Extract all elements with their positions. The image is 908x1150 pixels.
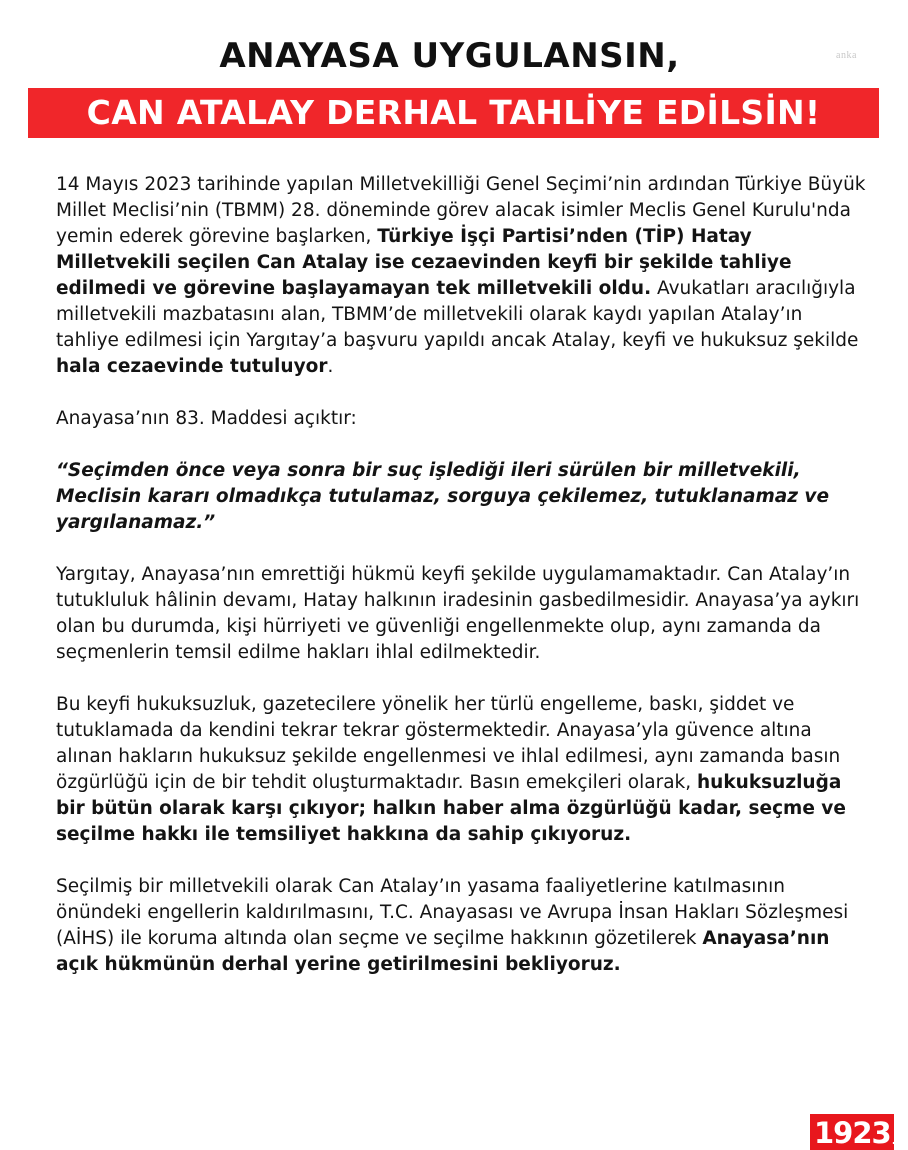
emphasis-text: Türkiye İşçi Partisi’nden (TİP) Hatay Milletvekili seçilen Can Atalay ise cezaevinden keyfi bir şekilde tahliye edilmedi ve görevine başlayamayan tek milletvekili oldu. xyxy=(56,226,792,299)
body-text: Avukatları aracılığıyla milletvekili mazbatasını alan, TBMM’de milletvekili olarak kaydı yapılan Atalay’ın tahliye edilmesi için Yargıtay’a başvuru yapıldı ancak Atalay, keyfi ve hukuksuz şekilde xyxy=(56,278,859,351)
emphasis-text: hukuksuzluğa bir bütün olarak karşı çıkıyor; halkın haber alma özgürlüğü kadar, seçme ve seçilme hakkı ile temsiliyet hakkına da sahip çıkıyoruz. xyxy=(56,772,846,845)
watermark: anka xyxy=(836,50,857,61)
article-paragraph xyxy=(56,692,871,848)
article-paragraph xyxy=(56,458,871,536)
article-paragraph xyxy=(56,562,871,666)
body-text: 14 Mayıs 2023 tarihinde yapılan Milletvekilliği Genel Seçimi’nin ardından Türkiye Büyük Millet Meclisi’nin (TBMM) 28. döneminde görev alacak isimler Meclis Genel Kurulu'nda yemin ederek görevine başlarken, xyxy=(56,174,866,247)
article-paragraph xyxy=(56,406,871,432)
logo-number: 1923 xyxy=(814,1116,891,1150)
logo-domain: .tv xyxy=(891,1134,908,1147)
body-text: Bu keyfi hukuksuzluk, gazetecilere yönelik her türlü engelleme, baskı, şiddet ve tutuklamada da kendini tekrar tekrar göstermektedir. Anayasa’yla güvence altına alınan hakların hukuksuz şekilde engellenmesi ve ihlal edilmesi, aynı zamanda basın özgürlüğü için de bir tehdit oluşturmaktadır. Basın emekçileri olarak, xyxy=(56,694,841,793)
article-paragraph xyxy=(56,172,871,380)
body-text: Yargıtay, Anayasa’nın emrettiği hükmü keyfi şekilde uygulamamaktadır. Can Atalay’ın tutukluluk hâlinin devamı, Hatay halkının iradesinin gasbedilmesidir. Anayasa’ya aykırı olan bu durumda, kişi hürriyeti ve güvenliği engellenmekte olup, aynı zamanda da seçmenlerin temsil edilme hakları ihlal edilmektedir. xyxy=(56,564,860,663)
quote-text: “Seçimden önce veya sonra bir suç işlediği ileri sürülen bir milletvekili, Meclisin kararı olmadıkça tutulamaz, sorguya çekilemez, tutuklanamaz ve yargılanamaz.” xyxy=(56,460,830,533)
emphasis-text: hala cezaevinde tutuluyor xyxy=(56,356,328,377)
body-text: Seçilmiş bir milletvekili olarak Can Atalay’ın yasama faaliyetlerine katılmasının önündeki engellerin kaldırılmasını, T.C. Anayasası ve Avrupa İnsan Hakları Sözleşmesi (AİHS) ile koruma altında olan seçme ve seçilme hakkının gözetilerek xyxy=(56,876,849,949)
brand-logo[interactable] xyxy=(810,1114,908,1150)
emphasis-text: Anayasa’nın açık hükmünün derhal yerine getirilmesini bekliyoruz. xyxy=(56,928,830,975)
body-text: . xyxy=(327,356,334,377)
article-paragraph xyxy=(56,874,871,978)
body-text: Anayasa’nın 83. Maddesi açıktır: xyxy=(56,408,357,429)
headline-title: ANAYASA UYGULANSIN, xyxy=(219,36,680,76)
article-body xyxy=(56,172,871,1004)
headline-subtitle: CAN ATALAY DERHAL TAHLİYE EDİLSİN! xyxy=(86,93,821,132)
